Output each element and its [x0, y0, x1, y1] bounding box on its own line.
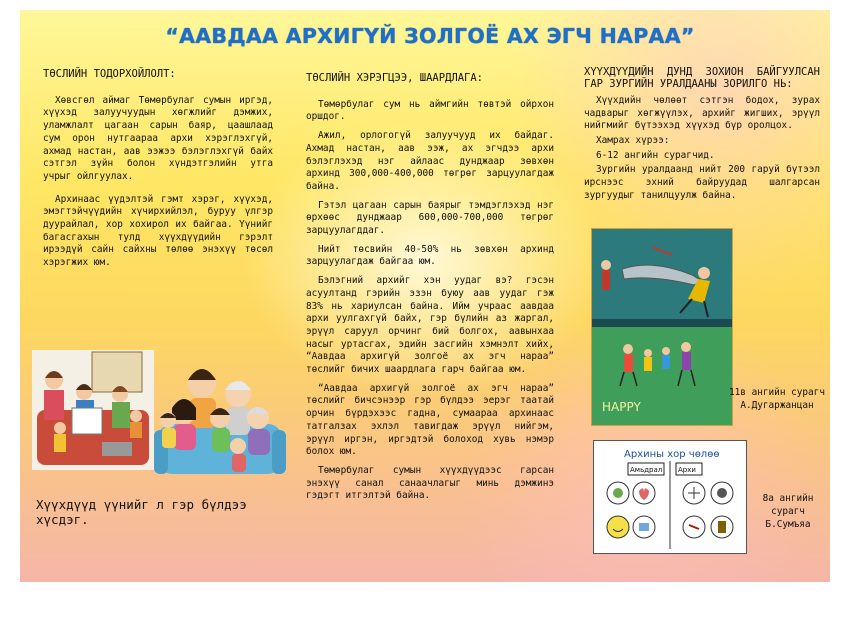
drawing-contest-paragraph-2: Зургийн уралдаанд нийт 200 гаруй бүтээл ирснээс эхний байруудад шалгарсан зургуудыг танилцуулж байна. — [584, 164, 820, 201]
drawing1-credit-class: 11в ангийн сурагч — [729, 387, 825, 398]
project-need-heading: ТӨСЛИЙН ХЭРЭГЦЭЭ, ШААРДЛАГА: — [306, 72, 484, 84]
scope-value: 6-12 ангийн сурагчид. — [596, 149, 715, 161]
project-need-column — [306, 72, 554, 509]
project-need-paragraph-1: Төмөрбулаг сум нь аймгийн төвтэй ойрхон оршдог. — [306, 98, 554, 123]
drawing2-credit — [755, 492, 821, 531]
drawing1-credit-name: А.Дугаржанцан — [740, 400, 814, 411]
project-need-paragraph-2: Ажил, орлогогүй залуучууд их байдаг. Ахмад настан, аав ээж, ах эгчдээ архи бэлэглэхэд нэг айлаас дунджаар зөвхөн архинд 300,000-400,000 төгрөг зарцуулагдаж байна. — [306, 130, 554, 192]
drawing2-credit-name: Б.Сумъяа — [765, 519, 811, 530]
drawing2-life-label: Амьдрал — [630, 466, 663, 474]
drawing2-alcohol-label: Архи — [678, 466, 696, 474]
scope-label: Хамрах хүрээ: — [596, 134, 670, 146]
project-need-paragraph-6: “Аавдаа архигүй золгоё ах эгч нараа” төслийг бичсэнээр гэр бүлдээ эерэг таатай орчин бүрдэхээс гадна, сумаараа архинаас татгалзах эхлэл тавигдаж эрүүл нийгэм, эрүүл иргэн, иргэдтэй болоход хувь нэмэр болох юм. — [306, 382, 554, 458]
drawing-contest-paragraph-1: Хүүхдийн чөлөөт сэтгэн бодох, зурах чадварыг хөгжүүлэх, архийг жигших, эрүүл нийгмийг бүтээхэд хүүхэд бүр оролцох. — [584, 94, 820, 132]
drawing-contest-heading: ХҮҮХДҮҮДИЙН ДУНД ЗОХИОН БАЙГУУЛСАН ГАР ЗУРГИЙН УРАЛДААНЫ ЗОРИЛГО НЬ: — [584, 66, 820, 91]
drawing1-happy-text: HAPPY — [602, 400, 641, 414]
family-illustration-right — [154, 360, 286, 478]
drawing-contest-column — [584, 66, 820, 204]
student-drawing-2 — [593, 440, 747, 554]
family-illustration-left — [32, 350, 154, 470]
page-title: “ААВДАА АРХИГҮЙ ЗОЛГОЁ АХ ЭГЧ НАРАА” — [165, 24, 695, 48]
project-need-paragraph-3: Гэтэл цагаан сарын баярыг тэмдэглэхэд нэг өрхөөс дунджаар 600,000-700,000 төгрөг зарцуулагддаг. — [306, 199, 554, 237]
project-need-paragraph-7: Төмөрбулаг сумын хүүхдүүдээс гарсан энэхүү санал санаачлагыг минь дэмжинэ гэдэгт итгэлтэй байна. — [306, 464, 554, 502]
drawing2-credit-class: 8а ангийн — [762, 493, 814, 504]
project-description-heading: ТӨСЛИЙН ТОДОРХОЙЛОЛТ: — [43, 68, 176, 80]
project-description-paragraph-1: Хөвсгөл аймаг Төмөрбулаг сумын иргэд, хүүхэд залуучуудын хөгжлийг дэмжих, уламжлалт цагаан сарын баяр, цаашлаад сум орон нутгаараа архи хэрэглэхгүй, ахмад настан, аав ээжээ бэлэглэхгүй байх сэтгэл зүйн болон хүндэтгэлийн утга учрыг ойлгуулах. — [43, 94, 273, 182]
project-description-paragraph-2: Архинаас үүдэлтэй гэмт хэрэг, хүүхэд, эмэгтэйчүүдийн хүчирхийлэл, буруу үлгэр дуурайлал, хор хохирол их байгаа. Үүнийг багасгахын тулд хүүхдүүдийн гэрэлт ирээдүй сайн сайхны төлөө энэхүү төсөл хэрэгжих юм. — [43, 193, 273, 269]
brochure-sheet — [20, 10, 830, 582]
drawing2-title: Архины хор чөлөө — [624, 449, 720, 460]
project-need-paragraph-5: Бэлэгний архийг хэн уудаг вэ? гэсэн асуултанд гэрийн эзэн буюу аав уудаг гэж 83% нь хариулсан байна. Ийм учраас аавдаа архи уулгахгүй байх, гэр бүлийн аз жаргал, эрүүл саруул орчинг бий болгох, аавынхаа насыг уртасгах, эдийн засгийн хэмнэлт хийх, “Аавдаа архигүй золгоё ах эгч нараа” төслийг бичих шаардлага гарч байгаа юм. — [306, 275, 554, 376]
project-need-paragraph-4: Нийт төсвийн 40-50% нь зөвхөн архинд зарцуулагдаж байгаа юм. — [306, 243, 554, 268]
drawing1-credit — [722, 386, 830, 412]
project-description-column — [43, 68, 273, 276]
family-caption: Хүүхдүүд үүнийг л гэр бүлдээ хүсдэг. — [36, 497, 247, 527]
student-drawing-1 — [591, 228, 733, 426]
drawing2-credit-role: сурагч — [771, 506, 805, 517]
